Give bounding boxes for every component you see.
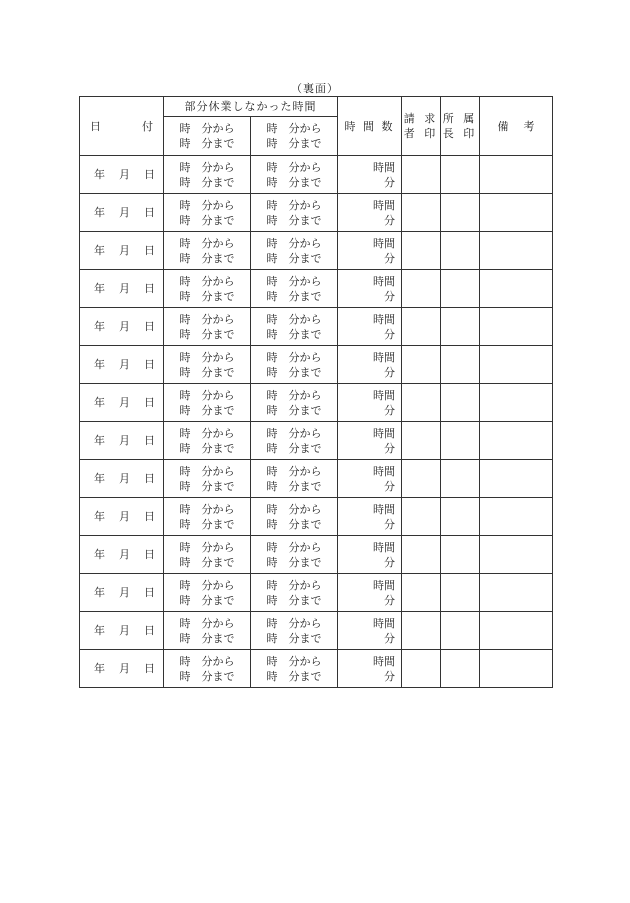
- period-2-from: 時 分から: [266, 350, 322, 364]
- year-label: 年: [94, 358, 105, 371]
- year-label: 年: [94, 282, 105, 295]
- remarks-cell[interactable]: [480, 270, 553, 308]
- period-2-from: 時 分から: [266, 160, 322, 174]
- month-label: 月: [119, 472, 130, 485]
- hours-unit: 時間: [373, 236, 395, 250]
- manager-seal-cell[interactable]: [441, 384, 480, 422]
- manager-seal-cell[interactable]: [441, 612, 480, 650]
- day-label: 日: [144, 472, 155, 485]
- period-2-to: 時 分まで: [266, 593, 322, 607]
- requester-seal-line-1: 請 求: [403, 112, 439, 125]
- period-2-cell[interactable]: [251, 232, 338, 270]
- requester-seal-cell[interactable]: [402, 156, 441, 194]
- remarks-header-char-1: 備: [497, 119, 509, 133]
- minutes-unit: 分: [384, 669, 395, 683]
- period-2-cell[interactable]: [251, 498, 338, 536]
- manager-seal-cell[interactable]: [441, 156, 480, 194]
- period-1-from: 時 分から: [179, 198, 235, 212]
- hours-cell[interactable]: [338, 194, 402, 232]
- requester-seal-line-2: 者 印: [403, 127, 439, 140]
- hours-cell[interactable]: [338, 156, 402, 194]
- period-2-to: 時 分まで: [266, 479, 322, 493]
- requester-seal-cell[interactable]: [402, 194, 441, 232]
- hours-unit: 時間: [373, 540, 395, 554]
- date-cell[interactable]: [80, 612, 164, 650]
- minutes-unit: 分: [384, 365, 395, 379]
- month-label: 月: [119, 586, 130, 599]
- period-1-cell[interactable]: [164, 308, 251, 346]
- date-cell[interactable]: [80, 498, 164, 536]
- period-1-from: 時 分から: [179, 388, 235, 402]
- date-cell[interactable]: [80, 460, 164, 498]
- hours-unit: 時間: [373, 312, 395, 326]
- date-cell[interactable]: [80, 232, 164, 270]
- period-2-from: 時 分から: [266, 274, 322, 288]
- period-2-cell[interactable]: [251, 156, 338, 194]
- day-label: 日: [144, 206, 155, 219]
- date-cell[interactable]: [80, 384, 164, 422]
- month-label: 月: [119, 548, 130, 561]
- period-1-cell[interactable]: [164, 612, 251, 650]
- hours-cell[interactable]: [338, 536, 402, 574]
- requester-seal-cell[interactable]: [402, 498, 441, 536]
- hours-cell[interactable]: [338, 346, 402, 384]
- table-row: [80, 460, 553, 498]
- hours-cell[interactable]: [338, 422, 402, 460]
- minutes-unit: 分: [384, 251, 395, 265]
- period-1-to: 時 分まで: [179, 441, 235, 455]
- period-1-cell[interactable]: [164, 194, 251, 232]
- manager-seal-cell[interactable]: [441, 536, 480, 574]
- day-label: 日: [144, 244, 155, 257]
- period-1-to: 時 分まで: [179, 631, 235, 645]
- requester-seal-cell[interactable]: [402, 308, 441, 346]
- partial-leave-header: 部分休業しなかった時間: [164, 97, 338, 117]
- day-label: 日: [144, 586, 155, 599]
- date-cell[interactable]: [80, 536, 164, 574]
- manager-seal-cell[interactable]: [441, 650, 480, 688]
- period-1-cell[interactable]: [164, 422, 251, 460]
- day-label: 日: [144, 510, 155, 523]
- requester-seal-cell[interactable]: [402, 612, 441, 650]
- period-1-to: 時 分まで: [179, 213, 235, 227]
- manager-seal-cell[interactable]: [441, 308, 480, 346]
- table-row: [80, 156, 553, 194]
- minutes-unit: 分: [384, 213, 395, 227]
- requester-seal-cell[interactable]: [402, 536, 441, 574]
- remarks-header-char-2: 考: [523, 119, 535, 133]
- hours-cell[interactable]: [338, 232, 402, 270]
- minutes-unit: 分: [384, 403, 395, 417]
- manager-seal-cell[interactable]: [441, 460, 480, 498]
- period-1-to: 時 分まで: [179, 251, 235, 265]
- minutes-unit: 分: [384, 593, 395, 607]
- period-2-cell[interactable]: [251, 422, 338, 460]
- period-2-to: 時 分まで: [266, 365, 322, 379]
- date-cell[interactable]: [80, 308, 164, 346]
- year-label: 年: [94, 472, 105, 485]
- period-1-from: 時 分から: [179, 502, 235, 516]
- period-2-to: 時 分まで: [266, 289, 322, 303]
- year-label: 年: [94, 168, 105, 181]
- year-label: 年: [94, 662, 105, 675]
- remarks-cell[interactable]: [480, 422, 553, 460]
- table-row: [80, 308, 553, 346]
- requester-seal-cell[interactable]: [402, 650, 441, 688]
- month-label: 月: [119, 510, 130, 523]
- period-1-to: 時 分まで: [179, 175, 235, 189]
- period-1-cell[interactable]: [164, 460, 251, 498]
- month-label: 月: [119, 168, 130, 181]
- hours-cell[interactable]: [338, 460, 402, 498]
- period-1-from: 時 分から: [179, 350, 235, 364]
- hours-cell[interactable]: [338, 498, 402, 536]
- month-label: 月: [119, 624, 130, 637]
- period-1-cell[interactable]: [164, 270, 251, 308]
- period-2-from: 時 分から: [266, 198, 322, 212]
- period-1-cell[interactable]: [164, 232, 251, 270]
- minutes-unit: 分: [384, 289, 395, 303]
- remarks-cell[interactable]: [480, 612, 553, 650]
- hours-unit: 時間: [373, 388, 395, 402]
- table-row: [80, 574, 553, 612]
- table-row: [80, 536, 553, 574]
- hours-unit: 時間: [373, 426, 395, 440]
- period-1-to: 時 分まで: [179, 137, 235, 150]
- remarks-cell[interactable]: [480, 308, 553, 346]
- year-label: 年: [94, 586, 105, 599]
- period-1-cell[interactable]: [164, 574, 251, 612]
- day-label: 日: [144, 434, 155, 447]
- period-2-cell[interactable]: [251, 384, 338, 422]
- year-label: 年: [94, 510, 105, 523]
- period-1-from: 時 分から: [179, 122, 235, 135]
- period-1-from: 時 分から: [179, 616, 235, 630]
- remarks-cell[interactable]: [480, 536, 553, 574]
- hours-cell[interactable]: [338, 650, 402, 688]
- year-label: 年: [94, 320, 105, 333]
- period-1-from: 時 分から: [179, 464, 235, 478]
- hours-cell[interactable]: [338, 384, 402, 422]
- hours-cell[interactable]: [338, 612, 402, 650]
- period-2-cell[interactable]: [251, 650, 338, 688]
- period-2-to: 時 分まで: [266, 555, 322, 569]
- period-1-to: 時 分まで: [179, 593, 235, 607]
- period-2-cell[interactable]: [251, 460, 338, 498]
- day-label: 日: [144, 396, 155, 409]
- table-row: [80, 498, 553, 536]
- table-row: [80, 270, 553, 308]
- period-2-from: 時 分から: [266, 578, 322, 592]
- month-label: 月: [119, 282, 130, 295]
- hours-unit: 時間: [373, 464, 395, 478]
- period-2-to: 時 分まで: [266, 251, 322, 265]
- year-label: 年: [94, 624, 105, 637]
- remarks-header: [480, 97, 553, 156]
- month-label: 月: [119, 358, 130, 371]
- minutes-unit: 分: [384, 517, 395, 531]
- table-row: [80, 422, 553, 460]
- month-label: 月: [119, 396, 130, 409]
- minutes-unit: 分: [384, 631, 395, 645]
- requester-seal-cell[interactable]: [402, 384, 441, 422]
- period-1-to: 時 分まで: [179, 479, 235, 493]
- manager-seal-cell[interactable]: [441, 574, 480, 612]
- period-1-from: 時 分から: [179, 654, 235, 668]
- period-1-cell[interactable]: [164, 346, 251, 384]
- date-cell[interactable]: [80, 270, 164, 308]
- manager-seal-cell[interactable]: [441, 498, 480, 536]
- remarks-cell[interactable]: [480, 574, 553, 612]
- manager-seal-line-1: 所 属: [442, 112, 478, 125]
- period-2-header: [251, 117, 338, 156]
- manager-seal-cell[interactable]: [441, 346, 480, 384]
- period-1-cell[interactable]: [164, 384, 251, 422]
- hours-unit: 時間: [373, 616, 395, 630]
- period-2-from: 時 分から: [266, 122, 322, 135]
- month-label: 月: [119, 662, 130, 675]
- day-label: 日: [144, 662, 155, 675]
- hours-unit: 時間: [373, 654, 395, 668]
- remarks-cell[interactable]: [480, 232, 553, 270]
- remarks-cell[interactable]: [480, 346, 553, 384]
- date-cell[interactable]: [80, 574, 164, 612]
- hours-unit: 時間: [373, 198, 395, 212]
- period-1-cell[interactable]: [164, 536, 251, 574]
- month-label: 月: [119, 320, 130, 333]
- period-2-cell[interactable]: [251, 536, 338, 574]
- day-label: 日: [144, 548, 155, 561]
- remarks-cell[interactable]: [480, 460, 553, 498]
- requester-seal-cell[interactable]: [402, 574, 441, 612]
- period-1-to: 時 分まで: [179, 327, 235, 341]
- period-2-cell[interactable]: [251, 308, 338, 346]
- period-1-to: 時 分まで: [179, 669, 235, 683]
- year-label: 年: [94, 548, 105, 561]
- manager-seal-cell[interactable]: [441, 270, 480, 308]
- table-row: [80, 612, 553, 650]
- hours-unit: 時間: [373, 350, 395, 364]
- day-label: 日: [144, 320, 155, 333]
- period-1-cell[interactable]: [164, 156, 251, 194]
- period-1-from: 時 分から: [179, 578, 235, 592]
- day-label: 日: [144, 168, 155, 181]
- period-2-cell[interactable]: [251, 270, 338, 308]
- date-cell[interactable]: [80, 650, 164, 688]
- date-cell[interactable]: [80, 346, 164, 384]
- period-1-to: 時 分まで: [179, 517, 235, 531]
- page-title: （裏面）: [291, 82, 339, 95]
- period-1-to: 時 分まで: [179, 365, 235, 379]
- table-row: [80, 232, 553, 270]
- requester-seal-cell[interactable]: [402, 270, 441, 308]
- remarks-cell[interactable]: [480, 650, 553, 688]
- year-label: 年: [94, 434, 105, 447]
- minutes-unit: 分: [384, 479, 395, 493]
- day-label: 日: [144, 624, 155, 637]
- period-1-from: 時 分から: [179, 426, 235, 440]
- period-2-cell[interactable]: [251, 194, 338, 232]
- hours-unit: 時間: [373, 160, 395, 174]
- remarks-cell[interactable]: [480, 498, 553, 536]
- hours-header: 時 間 数: [338, 97, 402, 156]
- date-header-char-2: 付: [142, 119, 153, 133]
- period-2-to: 時 分まで: [266, 669, 322, 683]
- day-label: 日: [144, 358, 155, 371]
- period-2-to: 時 分まで: [266, 631, 322, 645]
- minutes-unit: 分: [384, 441, 395, 455]
- period-2-from: 時 分から: [266, 654, 322, 668]
- period-1-cell[interactable]: [164, 650, 251, 688]
- period-2-from: 時 分から: [266, 426, 322, 440]
- minutes-unit: 分: [384, 327, 395, 341]
- period-1-from: 時 分から: [179, 312, 235, 326]
- year-label: 年: [94, 206, 105, 219]
- day-label: 日: [144, 282, 155, 295]
- table-row: [80, 650, 553, 688]
- manager-seal-header: [441, 97, 480, 156]
- hours-cell[interactable]: [338, 308, 402, 346]
- month-label: 月: [119, 244, 130, 257]
- period-2-to: 時 分まで: [266, 517, 322, 531]
- period-2-to: 時 分まで: [266, 213, 322, 227]
- period-2-from: 時 分から: [266, 464, 322, 478]
- date-cell[interactable]: [80, 194, 164, 232]
- period-2-from: 時 分から: [266, 236, 322, 250]
- period-1-header: [164, 117, 251, 156]
- period-2-cell[interactable]: [251, 612, 338, 650]
- remarks-cell[interactable]: [480, 384, 553, 422]
- hours-cell[interactable]: [338, 574, 402, 612]
- period-2-from: 時 分から: [266, 616, 322, 630]
- period-1-to: 時 分まで: [179, 289, 235, 303]
- period-1-to: 時 分まで: [179, 403, 235, 417]
- date-cell[interactable]: [80, 422, 164, 460]
- hours-unit: 時間: [373, 274, 395, 288]
- hours-unit: 時間: [373, 578, 395, 592]
- date-header-char-1: 日: [90, 119, 101, 133]
- period-1-from: 時 分から: [179, 236, 235, 250]
- period-2-to: 時 分まで: [266, 403, 322, 417]
- requester-seal-cell[interactable]: [402, 346, 441, 384]
- period-1-cell[interactable]: [164, 498, 251, 536]
- table-row: [80, 384, 553, 422]
- manager-seal-line-2: 長 印: [442, 127, 478, 140]
- period-2-to: 時 分まで: [266, 327, 322, 341]
- hours-cell[interactable]: [338, 270, 402, 308]
- period-2-cell[interactable]: [251, 574, 338, 612]
- minutes-unit: 分: [384, 175, 395, 189]
- period-2-from: 時 分から: [266, 540, 322, 554]
- manager-seal-cell[interactable]: [441, 232, 480, 270]
- period-2-to: 時 分まで: [266, 175, 322, 189]
- period-2-to: 時 分まで: [266, 137, 322, 150]
- period-1-to: 時 分まで: [179, 555, 235, 569]
- partial-leave-time-table: [79, 96, 553, 688]
- requester-seal-cell[interactable]: [402, 232, 441, 270]
- remarks-cell[interactable]: [480, 194, 553, 232]
- manager-seal-cell[interactable]: [441, 194, 480, 232]
- period-1-from: 時 分から: [179, 274, 235, 288]
- period-2-from: 時 分から: [266, 502, 322, 516]
- table-row: [80, 346, 553, 384]
- minutes-unit: 分: [384, 555, 395, 569]
- year-label: 年: [94, 244, 105, 257]
- period-2-to: 時 分まで: [266, 441, 322, 455]
- period-2-cell[interactable]: [251, 346, 338, 384]
- period-2-from: 時 分から: [266, 388, 322, 402]
- year-label: 年: [94, 396, 105, 409]
- table-row: [80, 194, 553, 232]
- month-label: 月: [119, 206, 130, 219]
- hours-unit: 時間: [373, 502, 395, 516]
- date-cell[interactable]: [80, 156, 164, 194]
- month-label: 月: [119, 434, 130, 447]
- requester-seal-cell[interactable]: [402, 422, 441, 460]
- period-2-from: 時 分から: [266, 312, 322, 326]
- manager-seal-cell[interactable]: [441, 422, 480, 460]
- requester-seal-cell[interactable]: [402, 460, 441, 498]
- requester-seal-header: [402, 97, 441, 156]
- remarks-cell[interactable]: [480, 156, 553, 194]
- date-header: [80, 97, 164, 156]
- period-1-from: 時 分から: [179, 540, 235, 554]
- period-1-from: 時 分から: [179, 160, 235, 174]
